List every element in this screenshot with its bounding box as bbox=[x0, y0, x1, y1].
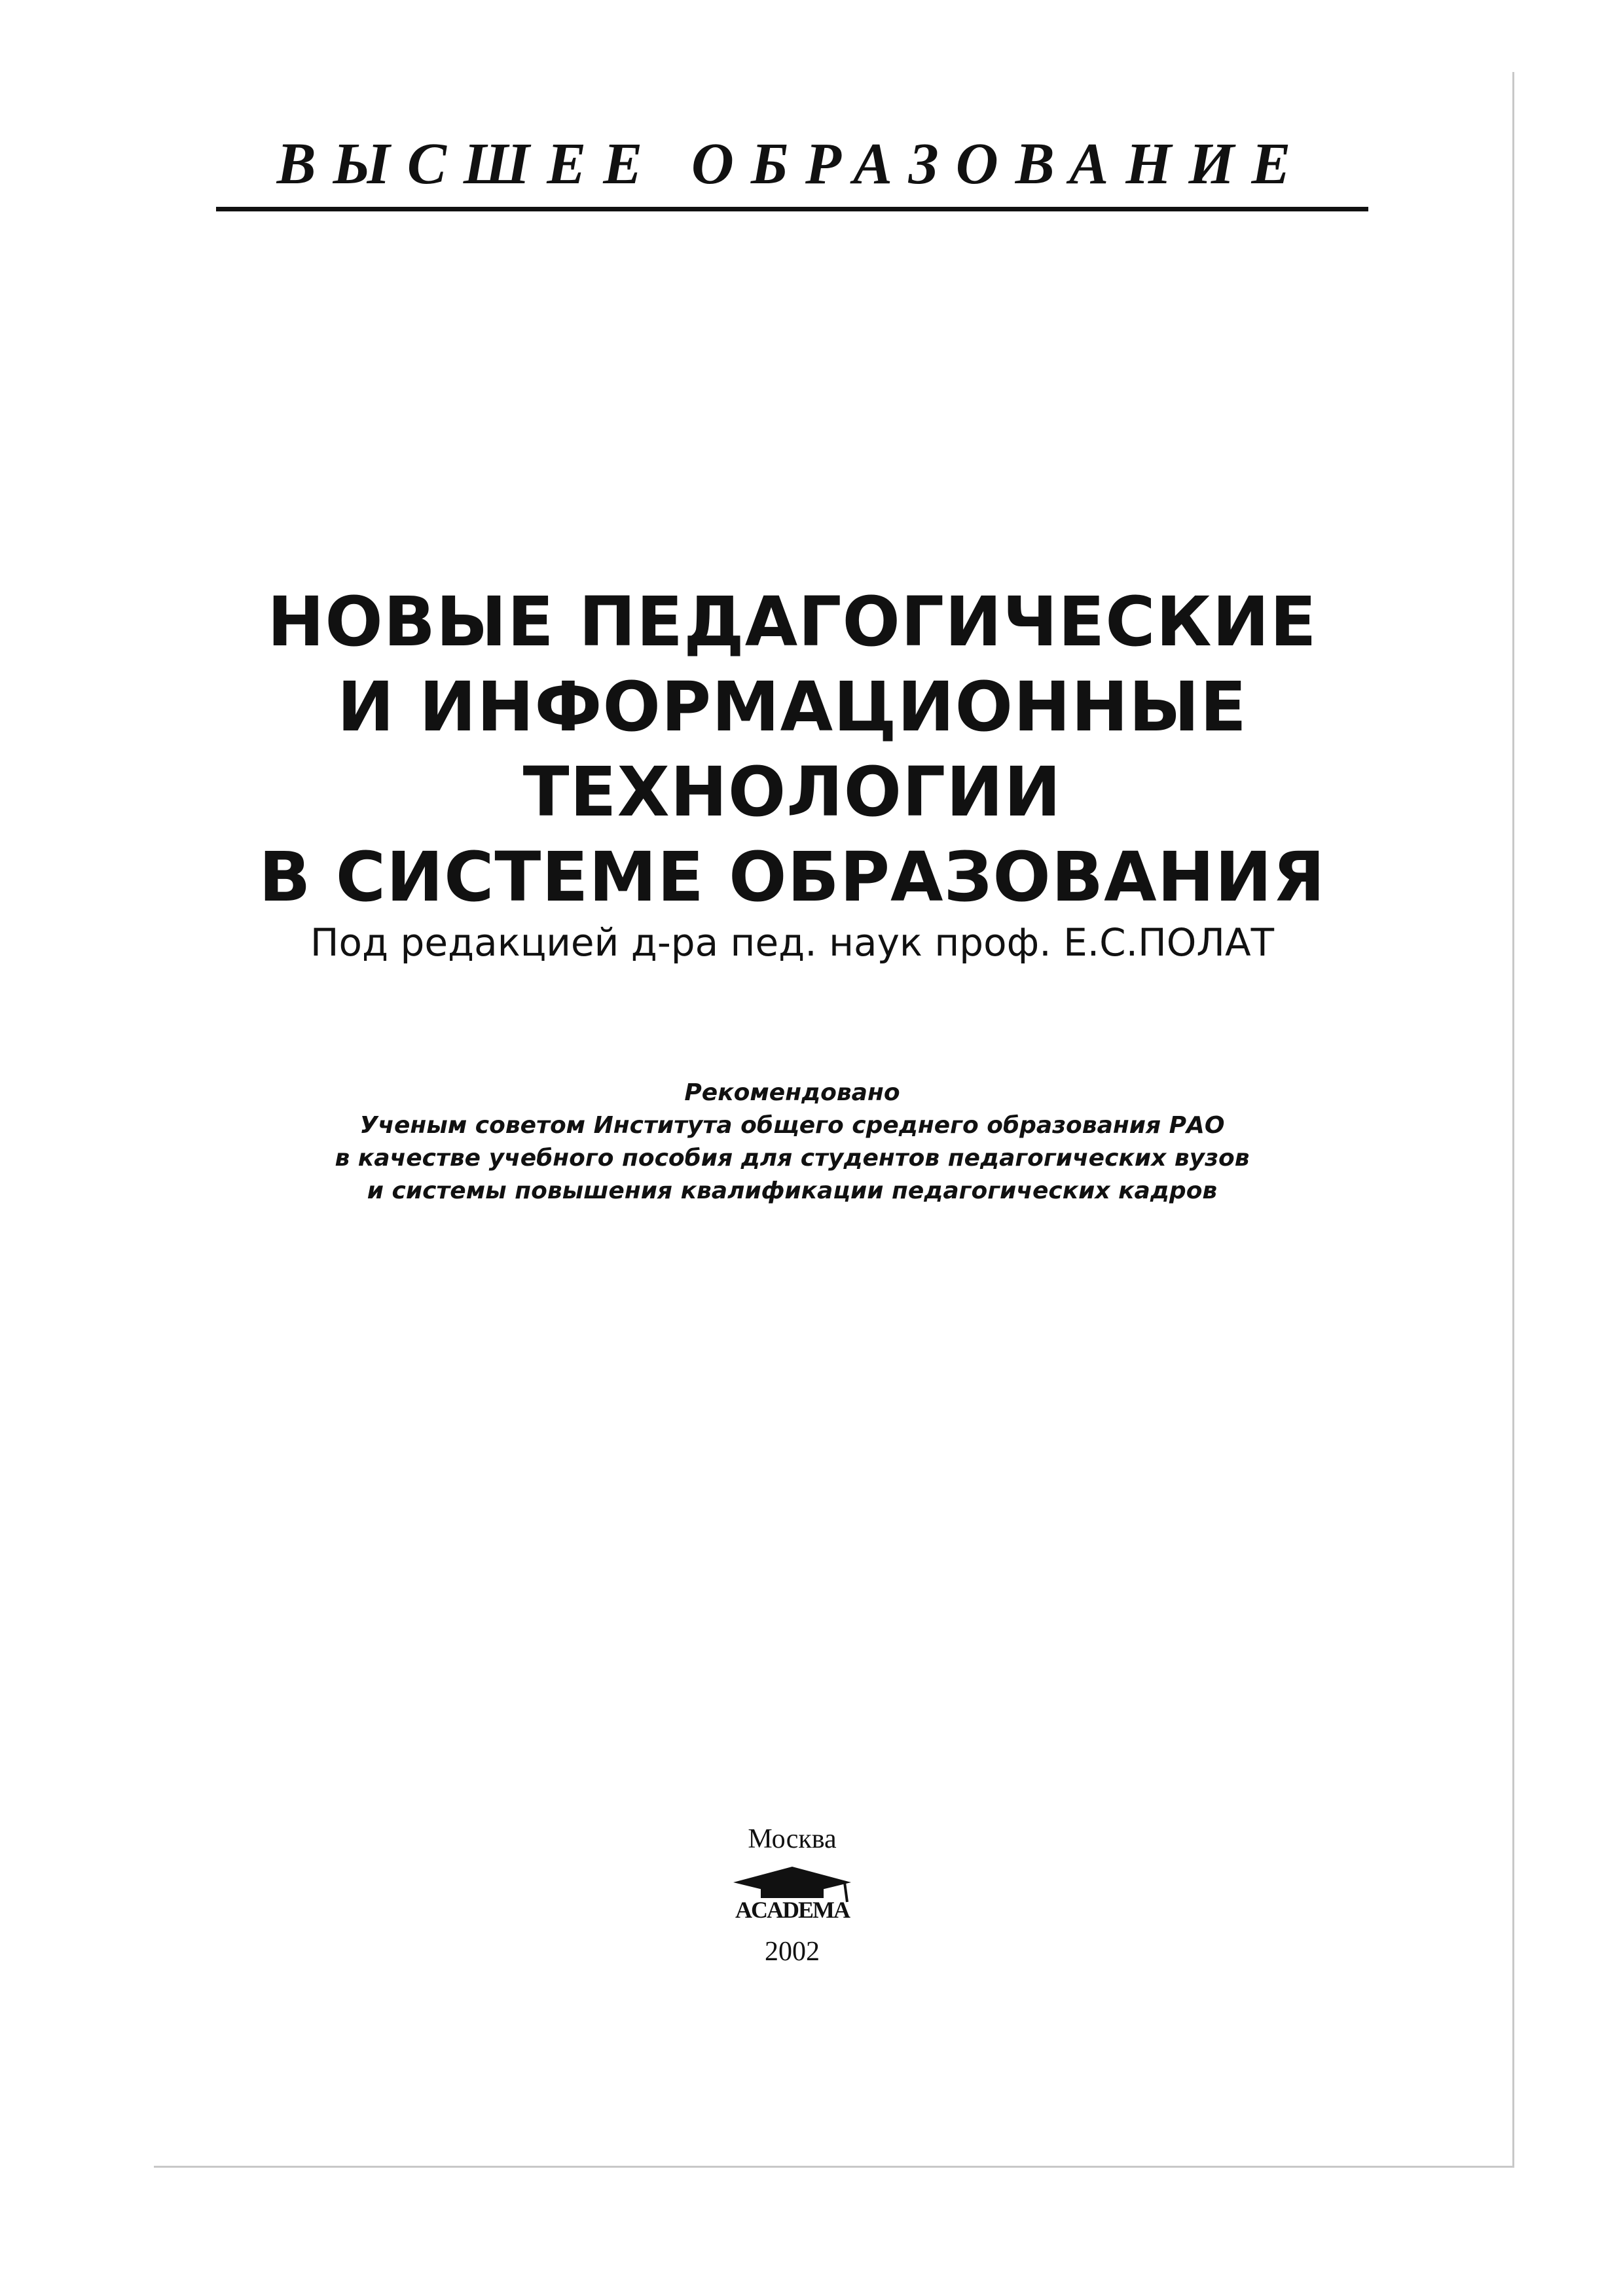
series-title: ВЫСШЕЕ ОБРАЗОВАНИЕ bbox=[276, 132, 1308, 196]
recommendation-line: Ученым советом Института общего среднего образования РАО bbox=[359, 1112, 1225, 1139]
book-title bbox=[196, 579, 1388, 920]
series-rule bbox=[216, 207, 1368, 211]
publication-year: 2002 bbox=[765, 1937, 820, 1967]
publisher-logo-text: ACADEMA bbox=[735, 1897, 849, 1923]
page-edge-bottom bbox=[154, 2166, 1514, 2168]
recommendation-line: в качестве учебного пособия для студентов педагогических вузов bbox=[335, 1145, 1250, 1172]
recommendation-block bbox=[196, 1077, 1388, 1208]
book-title-line: И ИНФОРМАЦИОННЫЕ ТЕХНОЛОГИИ bbox=[337, 667, 1247, 832]
editor-line: Под редакцией д-ра пед. наук проф. Е.С.ПОЛАТ bbox=[310, 920, 1275, 965]
imprint bbox=[655, 1820, 930, 1971]
recommendation-line: и системы повышения квалификации педагогических кадров bbox=[367, 1177, 1218, 1204]
publisher-city: Москва bbox=[748, 1824, 837, 1854]
page-edge-right bbox=[1512, 72, 1514, 2166]
book-title-line: НОВЫЕ ПЕДАГОГИЧЕСКИЕ bbox=[267, 582, 1317, 662]
publisher-logo bbox=[714, 1864, 871, 1928]
recommendation-line: Рекомендовано bbox=[684, 1079, 900, 1106]
book-title-line: В СИСТЕМЕ ОБРАЗОВАНИЯ bbox=[259, 837, 1326, 917]
